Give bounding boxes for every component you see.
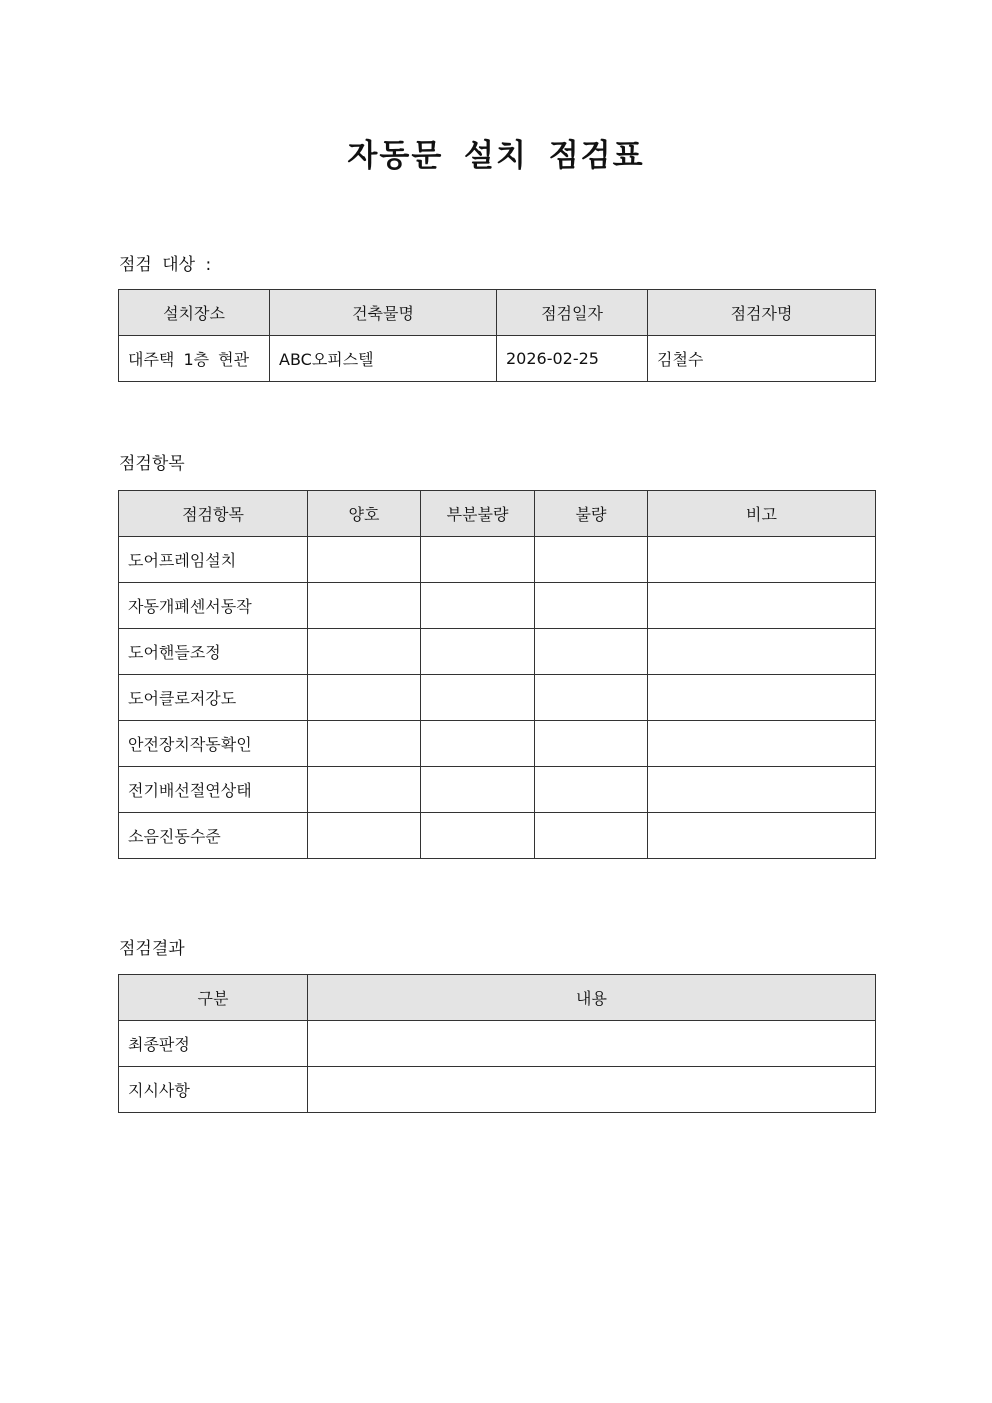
- header-good: 양호: [308, 491, 421, 537]
- header-inspection-date: 점검일자: [497, 290, 648, 336]
- good-cell[interactable]: [308, 629, 421, 675]
- final-judgment-label: 최종판정: [119, 1021, 308, 1067]
- good-cell[interactable]: [308, 583, 421, 629]
- check-item-name: 자동개폐센서동작: [119, 583, 308, 629]
- result-section-label: 점검결과: [119, 939, 185, 959]
- good-cell[interactable]: [308, 767, 421, 813]
- defect-cell[interactable]: [535, 813, 648, 859]
- items-section-label: 점검항목: [119, 454, 185, 474]
- remarks-cell[interactable]: [648, 537, 876, 583]
- table-row: [119, 767, 876, 813]
- remarks-cell[interactable]: [648, 813, 876, 859]
- header-building-name: 건축물명: [270, 290, 497, 336]
- remarks-cell[interactable]: [648, 629, 876, 675]
- partial-defect-cell[interactable]: [421, 767, 535, 813]
- header-remarks: 비고: [648, 491, 876, 537]
- check-item-name: 전기배선절연상태: [119, 767, 308, 813]
- items-header-row: [119, 491, 876, 537]
- target-header-row: [119, 290, 876, 336]
- header-inspector-name: 점검자명: [648, 290, 876, 336]
- defect-cell[interactable]: [535, 767, 648, 813]
- table-row: [119, 675, 876, 721]
- partial-defect-cell[interactable]: [421, 537, 535, 583]
- header-content: 내용: [308, 975, 876, 1021]
- table-row: [119, 629, 876, 675]
- instructions-label: 지시사항: [119, 1067, 308, 1113]
- defect-cell[interactable]: [535, 583, 648, 629]
- check-item-name: 소음진동수준: [119, 813, 308, 859]
- inspector-name-value[interactable]: 김철수: [648, 336, 876, 382]
- instructions-content[interactable]: [308, 1067, 876, 1113]
- header-defect: 불량: [535, 491, 648, 537]
- header-check-item: 점검항목: [119, 491, 308, 537]
- building-name-value[interactable]: ABC오피스텔: [270, 336, 497, 382]
- header-category: 구분: [119, 975, 308, 1021]
- remarks-cell[interactable]: [648, 721, 876, 767]
- good-cell[interactable]: [308, 721, 421, 767]
- target-table: [118, 289, 876, 382]
- partial-defect-cell[interactable]: [421, 583, 535, 629]
- partial-defect-cell[interactable]: [421, 629, 535, 675]
- check-item-name: 도어프레임설치: [119, 537, 308, 583]
- remarks-cell[interactable]: [648, 675, 876, 721]
- remarks-cell[interactable]: [648, 767, 876, 813]
- table-row: [119, 537, 876, 583]
- final-judgment-content[interactable]: [308, 1021, 876, 1067]
- page-title: 자동문 설치 점검표: [347, 138, 645, 174]
- defect-cell[interactable]: [535, 537, 648, 583]
- defect-cell[interactable]: [535, 721, 648, 767]
- check-item-name: 안전장치작동확인: [119, 721, 308, 767]
- good-cell[interactable]: [308, 537, 421, 583]
- table-row: [119, 721, 876, 767]
- check-item-name: 도어핸들조정: [119, 629, 308, 675]
- result-table: [118, 974, 876, 1113]
- good-cell[interactable]: [308, 813, 421, 859]
- result-header-row: [119, 975, 876, 1021]
- table-row: [119, 1021, 876, 1067]
- install-location-value[interactable]: 대주택 1층 현관: [119, 336, 270, 382]
- defect-cell[interactable]: [535, 629, 648, 675]
- table-row: [119, 583, 876, 629]
- items-table: [118, 490, 876, 859]
- inspection-date-value[interactable]: 2026-02-25: [497, 336, 648, 382]
- good-cell[interactable]: [308, 675, 421, 721]
- target-data-row: [119, 336, 876, 382]
- partial-defect-cell[interactable]: [421, 813, 535, 859]
- header-partial-defect: 부분불량: [421, 491, 535, 537]
- partial-defect-cell[interactable]: [421, 675, 535, 721]
- partial-defect-cell[interactable]: [421, 721, 535, 767]
- remarks-cell[interactable]: [648, 583, 876, 629]
- table-row: [119, 813, 876, 859]
- check-item-name: 도어클로저강도: [119, 675, 308, 721]
- defect-cell[interactable]: [535, 675, 648, 721]
- target-section-label: 점검 대상 :: [119, 255, 212, 275]
- table-row: [119, 1067, 876, 1113]
- header-install-location: 설치장소: [119, 290, 270, 336]
